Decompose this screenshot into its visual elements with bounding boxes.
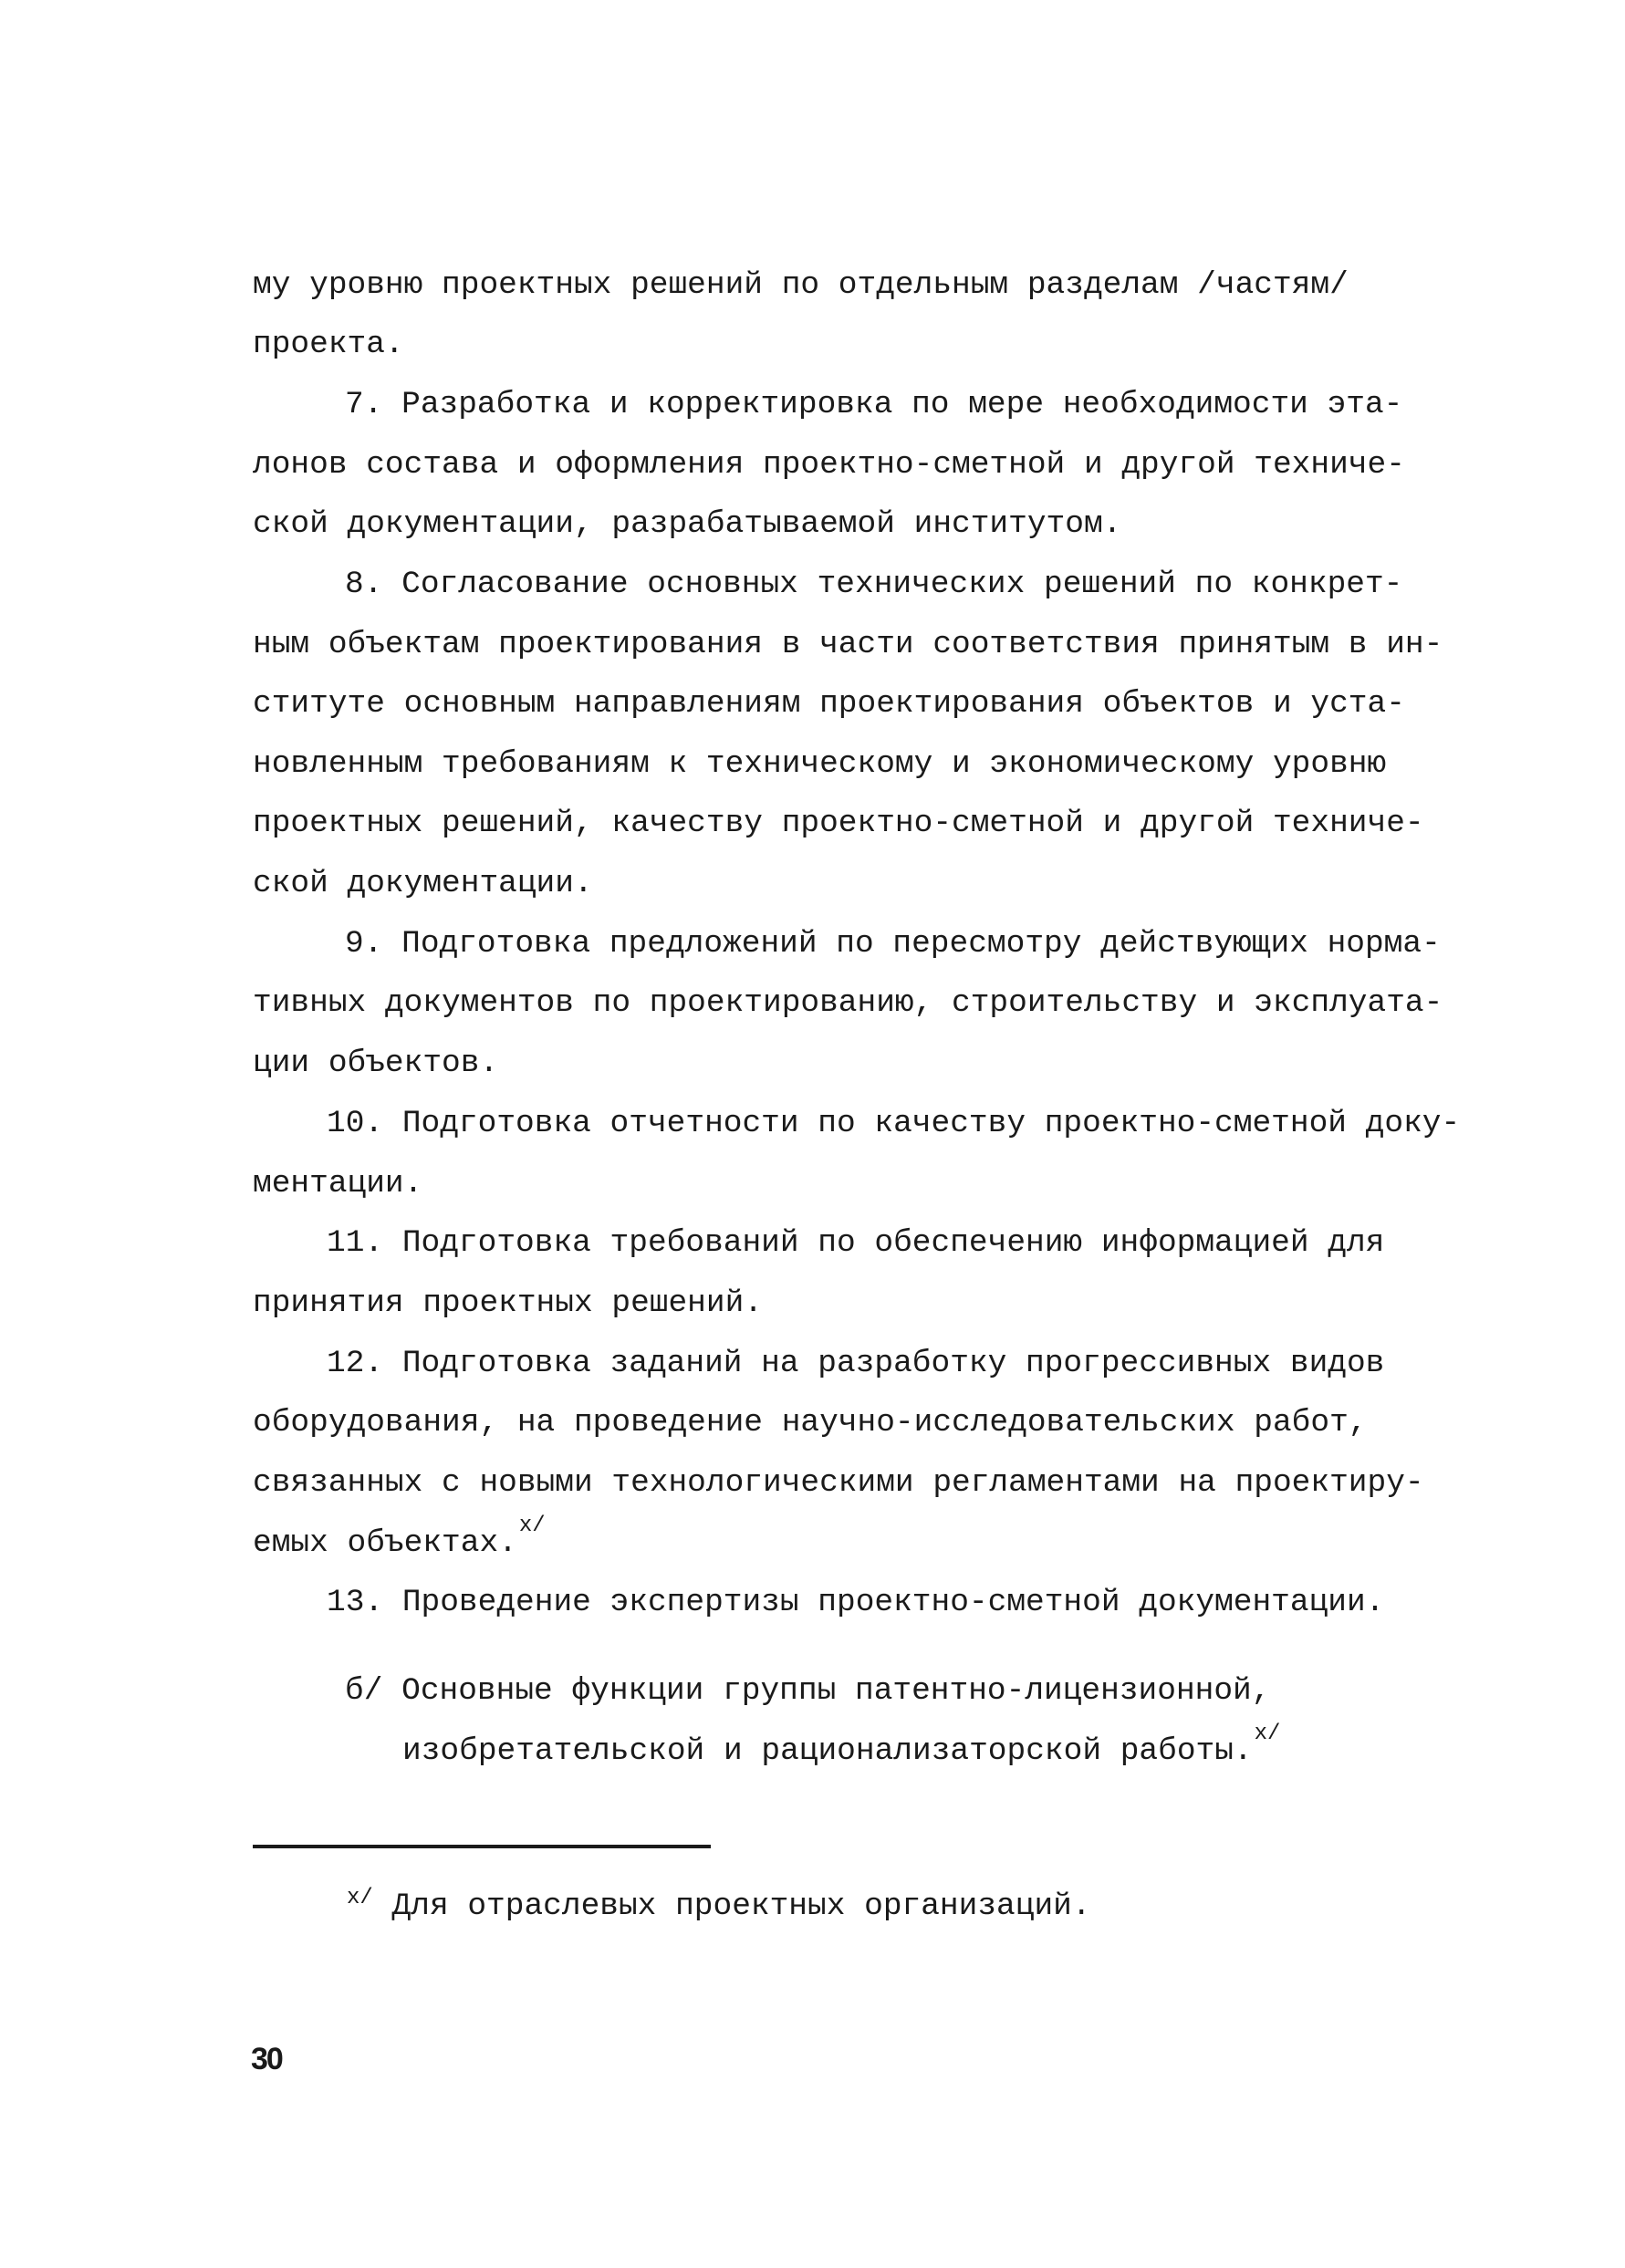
- body-line-text: емых объектах.: [253, 1525, 517, 1561]
- body-line: ции объектов.: [253, 1046, 499, 1081]
- body-line: связанных с новыми технологическими регламентами на проектиру-: [253, 1465, 1424, 1501]
- body-line: 7. Разработка и корректировка по мере необходимости эта-: [345, 387, 1403, 422]
- body-line: 9. Подготовка предложений по пересмотру действующих норма-: [345, 926, 1441, 962]
- footnote-marker: x/: [347, 1886, 373, 1910]
- body-line: оборудования, на проведение научно-исследовательских работ,: [253, 1405, 1368, 1441]
- body-line: тивных документов по проектированию, строительству и эксплуата-: [253, 985, 1443, 1021]
- body-line: ституте основным направлениям проектирования объектов и уста-: [253, 686, 1405, 722]
- body-line: ской документации, разрабатываемой институтом.: [253, 506, 1122, 542]
- body-line: [253, 1514, 546, 1561]
- footnote: [345, 1886, 1091, 1924]
- body-line: ской документации.: [253, 866, 593, 901]
- footnote-marker: x/: [518, 1514, 546, 1538]
- footnote-text: Для отраслевых проектных организаций.: [391, 1888, 1091, 1924]
- body-line: 8. Согласование основных технических решений по конкрет-: [345, 567, 1403, 602]
- body-line: новленным требованиям к техническому и экономическому уровню: [253, 746, 1387, 782]
- body-line: 12. Подготовка заданий на разработку прогрессивных видов: [327, 1346, 1385, 1381]
- body-line: 13. Проведение экспертизы проектно-сметной документации.: [327, 1585, 1385, 1620]
- section-heading-line: б/ Основные функции группы патентно-лицензионной,: [345, 1673, 1271, 1709]
- body-line: принятия проектных решений.: [253, 1285, 763, 1321]
- body-line: лонов состава и оформления проектно-сметной и другой техниче-: [253, 447, 1405, 483]
- body-line: ментации.: [253, 1166, 423, 1202]
- footnote-marker: x/: [1254, 1722, 1281, 1746]
- body-line: му уровню проектных решений по отдельным разделам /частям/: [253, 267, 1349, 303]
- body-line: 11. Подготовка требований по обеспечению информацией для: [327, 1225, 1385, 1261]
- footnote-separator: [253, 1845, 711, 1848]
- page-number: 30: [251, 2042, 282, 2076]
- body-line: проекта.: [253, 327, 404, 362]
- body-line: проектных решений, качеству проектно-сметной и другой техниче-: [253, 806, 1424, 841]
- body-line: 10. Подготовка отчетности по качеству проектно-сметной доку-: [327, 1106, 1461, 1141]
- body-line: ным объектам проектирования в части соответствия принятым в ин-: [253, 627, 1443, 662]
- section-heading-line: [402, 1722, 1281, 1769]
- section-heading-text: изобретательской и рационализаторской работы.: [402, 1733, 1253, 1769]
